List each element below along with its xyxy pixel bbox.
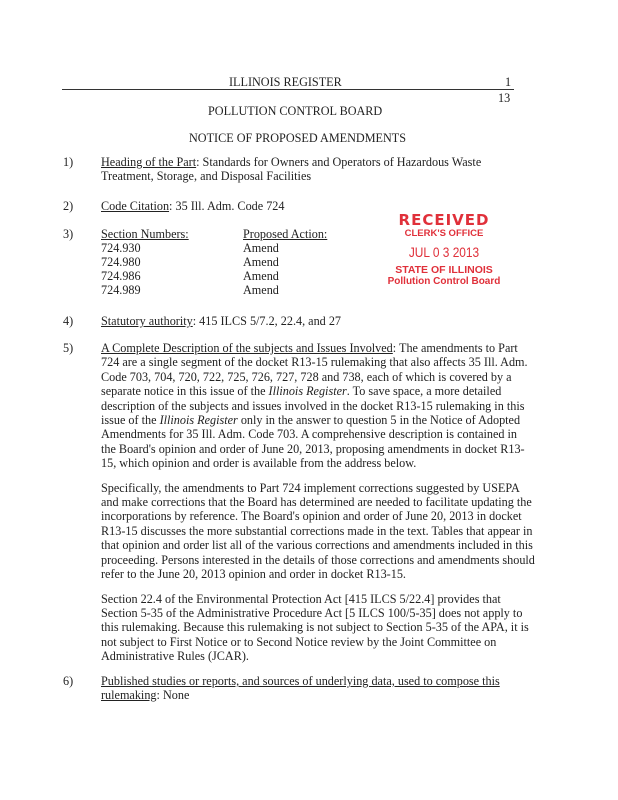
item-text: : The amendments to Part: [392, 341, 518, 355]
item-number: 3): [63, 227, 74, 241]
item-heading: [101, 155, 481, 184]
item-number: 2): [63, 199, 74, 213]
item-studies: [101, 674, 500, 703]
item-label: Heading of the Part: [101, 155, 197, 169]
text-line: Amendments for 35 Ill. Adm. Code 703. A comprehensive description is contained in: [101, 427, 517, 442]
column-header-section: Section Numbers:: [101, 227, 189, 241]
item-text: : 415 ILCS 5/7.2, 22.4, and 27: [192, 314, 342, 328]
text-line: that opinion and order list all of the various corrections and amendments included in this: [101, 538, 533, 553]
stamp-state: STATE OF ILLINOIS: [395, 264, 493, 276]
proposed-action: Amend: [243, 269, 279, 283]
item-text: : 35 Ill. Adm. Code 724: [169, 199, 285, 213]
item-authority: [101, 314, 341, 328]
text-line: 724 are a single segment of the docket R13-15 rulemaking that also affects 35 Ill. Adm.: [101, 355, 528, 370]
stamp-office: CLERK'S OFFICE: [404, 228, 484, 239]
text-line: Code 703, 704, 720, 722, 725, 726, 727, 728 and 738, each of which is covered by a: [101, 369, 512, 384]
header-rule: [62, 89, 514, 90]
register-title: ILLINOIS REGISTER: [229, 75, 342, 89]
text-line: Section 5-35 of the Administrative Procedure Act [5 ILCS 100/5-35] does not apply to: [101, 605, 523, 620]
board-title: POLLUTION CONTROL BOARD: [208, 104, 383, 118]
text-line: incorporations by reference. The Board's opinion and order of June 20, 2013 in docket: [101, 509, 522, 524]
text-line: and make corrections that the Board has determined are needed to facilitate updating the: [101, 495, 532, 510]
item-number: 1): [63, 155, 74, 169]
section-number: 724.930: [101, 241, 141, 255]
text-line: this rulemaking. Because this rulemaking is not subject to Section 5-35 of the APA, it is: [101, 620, 529, 635]
text-line: the Board's opinion and order of June 20, 2013, proposing amendments in docket R13-: [101, 441, 525, 456]
page-number: 1: [505, 75, 512, 89]
column-header-action: Proposed Action:: [243, 227, 328, 241]
item-label: A Complete Description of the subjects and Issues Involved: [101, 341, 393, 355]
text-line: Administrative Rules (JCAR).: [101, 649, 249, 664]
section-number: 724.989: [101, 283, 141, 297]
item-label: Statutory authority: [101, 314, 193, 328]
item-label: Published studies or reports, and sources of underlying data, used to compose this: [101, 674, 500, 688]
stamp-received: RECEIVED: [398, 211, 490, 229]
text-line: issue of the Illinois Register only in the answer to question 5 in the Notice of Adopted: [101, 413, 521, 428]
section-table: [101, 227, 361, 297]
text-line: refer to the June 20, 2013 opinion and order in docket R13-15.: [101, 567, 406, 582]
stamp-board: Pollution Control Board: [387, 276, 501, 287]
proposed-action: Amend: [243, 241, 279, 255]
volume-number: 13: [498, 91, 511, 105]
section-row: [101, 283, 361, 297]
text-line: 15, which opinion and order is available from the address below.: [101, 456, 417, 471]
item-number: 5): [63, 341, 74, 355]
received-stamp: [384, 212, 504, 288]
text-line: not subject to First Notice or to Second Notice review by the Joint Committee on: [101, 634, 497, 649]
item-description: [101, 341, 535, 664]
item-text: Treatment, Storage, and Disposal Facilities: [101, 169, 312, 184]
item-number: 6): [63, 674, 74, 688]
section-row: [101, 241, 361, 255]
section-row: [101, 255, 361, 269]
section-number: 724.980: [101, 255, 141, 269]
stamp-date: JUL 0 3 2013: [408, 244, 480, 260]
text-line: separate notice in this issue of the Illinois Register. To save space, a more detailed: [101, 384, 502, 399]
item-text: : None: [156, 688, 190, 703]
text-line: description of the subjects and issues involved in the docket R13-15 rulemaking in this: [101, 398, 525, 413]
item-text: : Standards for Owners and Operators of Hazardous Waste: [196, 155, 482, 169]
text-line: Section 22.4 of the Environmental Protection Act [415 ILCS 5/22.4] provides that: [101, 591, 501, 606]
item-code-citation: [101, 199, 285, 213]
text-line: proceeding. Persons interested in the details of those corrections and amendments should: [101, 552, 535, 567]
section-row: [101, 269, 361, 283]
notice-title: NOTICE OF PROPOSED AMENDMENTS: [189, 131, 407, 145]
item-label: Code Citation: [101, 199, 170, 213]
section-number: 724.986: [101, 269, 141, 283]
proposed-action: Amend: [243, 283, 279, 297]
item-label: rulemaking: [101, 688, 157, 703]
text-line: Specifically, the amendments to Part 724 implement corrections suggested by USEPA: [101, 480, 520, 495]
proposed-action: Amend: [243, 255, 279, 269]
item-number: 4): [63, 314, 74, 328]
text-line: R13-15 discusses the more substantial corrections made in the text. Tables that appear in: [101, 523, 533, 538]
